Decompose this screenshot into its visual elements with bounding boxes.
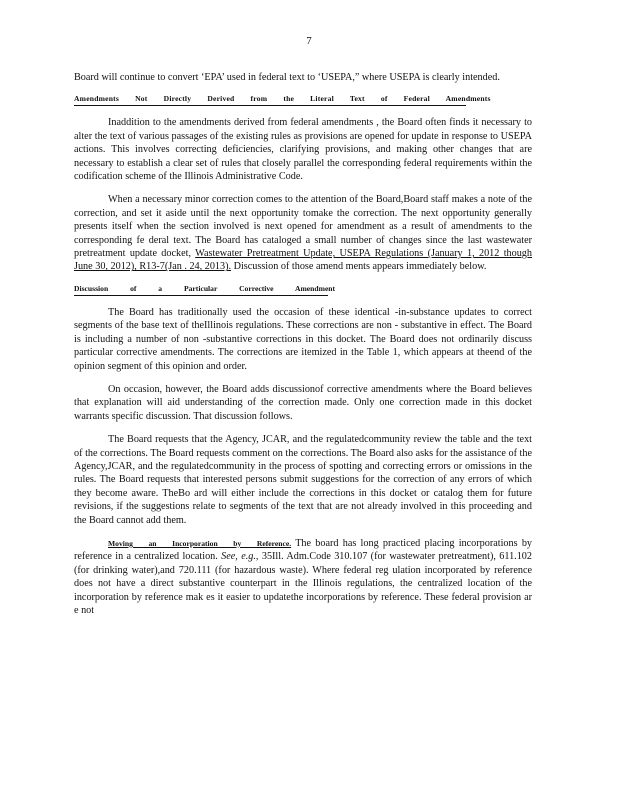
paragraph-intro: Board will continue to convert ‘EPA’ used in federal text to ‘USEPA,” where USEPA is clearly intended. (74, 72, 500, 83)
document-body (74, 71, 532, 627)
paragraph-traditional-corrections: The Board has traditionally used the occasion of these identical -in-substance updates to correct segments of the base text of theIllinois regulations. These corrections are non - substantive in effect. The Board is including a number of non -substantive corrections in this docket. The Board does not ordinarily discuss particular corrective amendments. The corrections are itemized in the Table 1, which appears at theend of the opinion segment of this opinion and order. (74, 306, 532, 372)
docket-citation: Wastewater Pretreatment Update, USEPA Regulations (January 1, 2012 though June 30, 2012), R13-7(Jan . 24, 2013). (74, 248, 532, 273)
paragraph-text: When a necessary minor correction comes to the attention of the Board,Board staff makes a note of the correction, and set it aside until the next opportunity tomake the correction. The next opportunity generally presents itself when the section involved is next opened for amendment as a result of amendments to the corresponding fe deral text. The Board has cataloged a small number of changes since the last wastewater pretreatment update docket, (74, 194, 532, 260)
citation-signal: See, e.g., (221, 551, 259, 563)
page-number: 7 (306, 35, 312, 47)
section-heading-amendments (74, 94, 532, 106)
paragraph-text: Discussion of those amend ments appears immediately below. (231, 261, 487, 273)
paragraph-additional-amendments: Inaddition to the amendments derived from federal amendments , the Board often finds it necessary to alter the text of various passages of the existing rules as provisions are opened for update in response to USEPA actions. This involves correcting deficiencies, clarifying provisions, and making other changes that are necessary to establish a clear set of rules that closely parallel the corresponding federal requirements within the codification scheme of the Illinois Administrative Code. (74, 117, 532, 183)
paragraph-moving-incorporation (74, 537, 532, 617)
section-heading-text: Discussion of a Particular Corrective Amendment (74, 284, 328, 296)
paragraph-minor-corrections (74, 193, 532, 273)
paragraph-text: 35Ill. Adm.Code 310.107 (for wastewater pretreatment), 611.102 (for drinking water),and 720.111 (for hazardous waste). Where federal reg ulation incorporated by reference does not have a direct substantive counterpart in the Illinois regulations, the centralized location of the incorporation by reference mak es it easier to updatethe incorporations by reference. These federal provision ar e not (74, 551, 532, 616)
paragraph-occasional-discussion: On occasion, however, the Board adds discussionof corrective amendments where the Board believes that explanation will aid understanding of the correction made. Only one correction made in this docket warrants specific discussion. That discussion follows. (74, 383, 532, 422)
inline-heading: Moving an Incorporation by Reference. (108, 538, 292, 548)
section-heading-text: Amendments Not Directly Derived from the Literal Text of Federal Amendments (74, 94, 466, 106)
paragraph-text: The board has long practiced placing incorporations by reference in a centralized location. (74, 537, 533, 563)
section-heading-discussion (74, 284, 532, 296)
paragraph-board-requests: The Board requests that the Agency, JCAR, and the regulatedcommunity review the table and the text of the corrections. The Board requests comment on the corrections. The Board also asks for the assistance of the Agency,JCAR, and the regulatedcommunity in the process of spotting and correcting errors or omissions in the rules. The Board requests that interested persons submit suggestions for the correction of any errors of which they become aware. TheBo ard will either include the corrections in this docket or catalog them for future revisions, if the suggestions relate to segments of the text that are not already involved in this proceeding and the Board cannot add them. (74, 434, 532, 526)
